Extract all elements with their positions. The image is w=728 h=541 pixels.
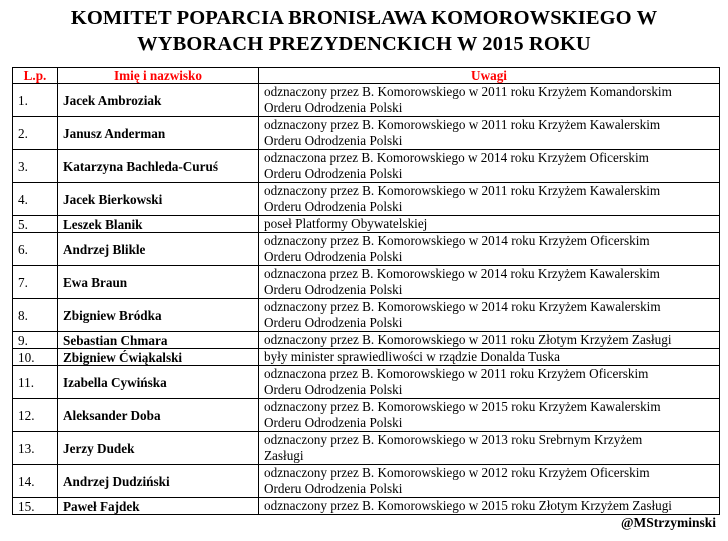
table-row [13,349,720,366]
row-number: 13. [13,432,58,465]
member-notes [259,117,720,150]
note-line: Orderu Odrodzenia Polski [264,166,403,181]
member-name: Aleksander Doba [58,399,259,432]
table-row [13,183,720,216]
note-line: poseł Platformy Obywatelskiej [264,216,428,231]
member-name: Janusz Anderman [58,117,259,150]
note-line: odznaczony przez B. Komorowskiego w 2011 roku Krzyżem Kawalerskim [264,183,661,198]
member-name: Jerzy Dudek [58,432,259,465]
member-notes [259,299,720,332]
member-name: Andrzej Blikle [58,233,259,266]
note-line: Orderu Odrodzenia Polski [264,133,403,148]
row-number: 5. [13,216,58,233]
member-name: Izabella Cywińska [58,366,259,399]
member-notes [259,84,720,117]
member-notes [259,498,720,515]
note-line: Zasługi [264,448,304,463]
row-number: 7. [13,266,58,299]
note-line: odznaczona przez B. Komorowskiego w 2014 roku Krzyżem Kawalerskim [264,266,660,281]
member-notes [259,349,720,366]
member-name: Jacek Bierkowski [58,183,259,216]
author-handle: @MStrzyminski [620,515,716,530]
note-line: odznaczony przez B. Komorowskiego w 2014 roku Krzyżem Oficerskim [264,233,650,248]
note-line: Orderu Odrodzenia Polski [264,415,403,430]
row-number: 4. [13,183,58,216]
note-line: Orderu Odrodzenia Polski [264,282,403,297]
row-number: 9. [13,332,58,349]
row-number: 2. [13,117,58,150]
table-row [13,498,720,515]
member-name: Paweł Fajdek [58,498,259,515]
member-notes [259,366,720,399]
row-number: 6. [13,233,58,266]
member-notes [259,465,720,498]
note-line: odznaczony przez B. Komorowskiego w 2015 roku Złotym Krzyżem Zasługi [264,498,672,513]
member-name: Jacek Ambroziak [58,84,259,117]
note-line: odznaczony przez B. Komorowskiego w 2011 roku Złotym Krzyżem Zasługi [264,332,672,347]
table-row [13,332,720,349]
note-line: odznaczona przez B. Komorowskiego w 2014 roku Krzyżem Oficerskim [264,150,649,165]
member-notes [259,432,720,465]
member-notes [259,266,720,299]
member-name: Sebastian Chmara [58,332,259,349]
table-row [13,233,720,266]
member-name: Zbigniew Ćwiąkalski [58,349,259,366]
member-notes [259,216,720,233]
note-line: odznaczony przez B. Komorowskiego w 2013 roku Srebrnym Krzyżem [264,432,643,447]
row-number: 12. [13,399,58,432]
table-row [13,117,720,150]
header-name: Imię i nazwisko [58,68,259,84]
member-notes [259,332,720,349]
header-lp: L.p. [13,68,58,84]
table-row [13,432,720,465]
table-row [13,399,720,432]
header-notes: Uwagi [259,68,720,84]
note-line: odznaczony przez B. Komorowskiego w 2012 roku Krzyżem Oficerskim [264,465,650,480]
member-notes [259,233,720,266]
note-line: Orderu Odrodzenia Polski [264,199,403,214]
note-line: Orderu Odrodzenia Polski [264,481,403,496]
row-number: 8. [13,299,58,332]
table-row [13,465,720,498]
table-row [13,150,720,183]
note-line: Orderu Odrodzenia Polski [264,382,403,397]
note-line: odznaczony przez B. Komorowskiego w 2011 roku Krzyżem Komandorskim [264,84,672,99]
note-line: odznaczony przez B. Komorowskiego w 2011 roku Krzyżem Kawalerskim [264,117,661,132]
table-row [13,266,720,299]
member-notes [259,399,720,432]
table-row [13,299,720,332]
title-line-2: WYBORACH PREZYDENCKICH W 2015 ROKU [137,33,591,55]
note-line: odznaczony przez B. Komorowskiego w 2014 roku Krzyżem Kawalerskim [264,299,661,314]
note-line: Orderu Odrodzenia Polski [264,100,403,115]
member-name: Katarzyna Bachleda-Curuś [58,150,259,183]
note-line: odznaczony przez B. Komorowskiego w 2015 roku Krzyżem Kawalerskim [264,399,661,414]
table-row [13,216,720,233]
member-name: Ewa Braun [58,266,259,299]
title-line-1: KOMITET POPARCIA BRONISŁAWA KOMOROWSKIEGO W [70,7,658,29]
member-notes [259,150,720,183]
row-number: 11. [13,366,58,399]
member-name: Andrzej Dudziński [58,465,259,498]
row-number: 14. [13,465,58,498]
table-row [13,366,720,399]
note-line: były minister sprawiedliwości w rządzie Donalda Tuska [264,349,560,364]
committee-members-table [12,67,720,515]
member-notes [259,183,720,216]
row-number: 3. [13,150,58,183]
table-header-row [13,68,720,84]
note-line: odznaczona przez B. Komorowskiego w 2011 roku Krzyżem Oficerskim [264,366,649,381]
document-title [0,5,728,57]
member-name: Zbigniew Bródka [58,299,259,332]
row-number: 10. [13,349,58,366]
member-name: Leszek Blanik [58,216,259,233]
table-body [13,84,720,515]
note-line: Orderu Odrodzenia Polski [264,315,403,330]
table-row [13,84,720,117]
row-number: 15. [13,498,58,515]
note-line: Orderu Odrodzenia Polski [264,249,403,264]
row-number: 1. [13,84,58,117]
